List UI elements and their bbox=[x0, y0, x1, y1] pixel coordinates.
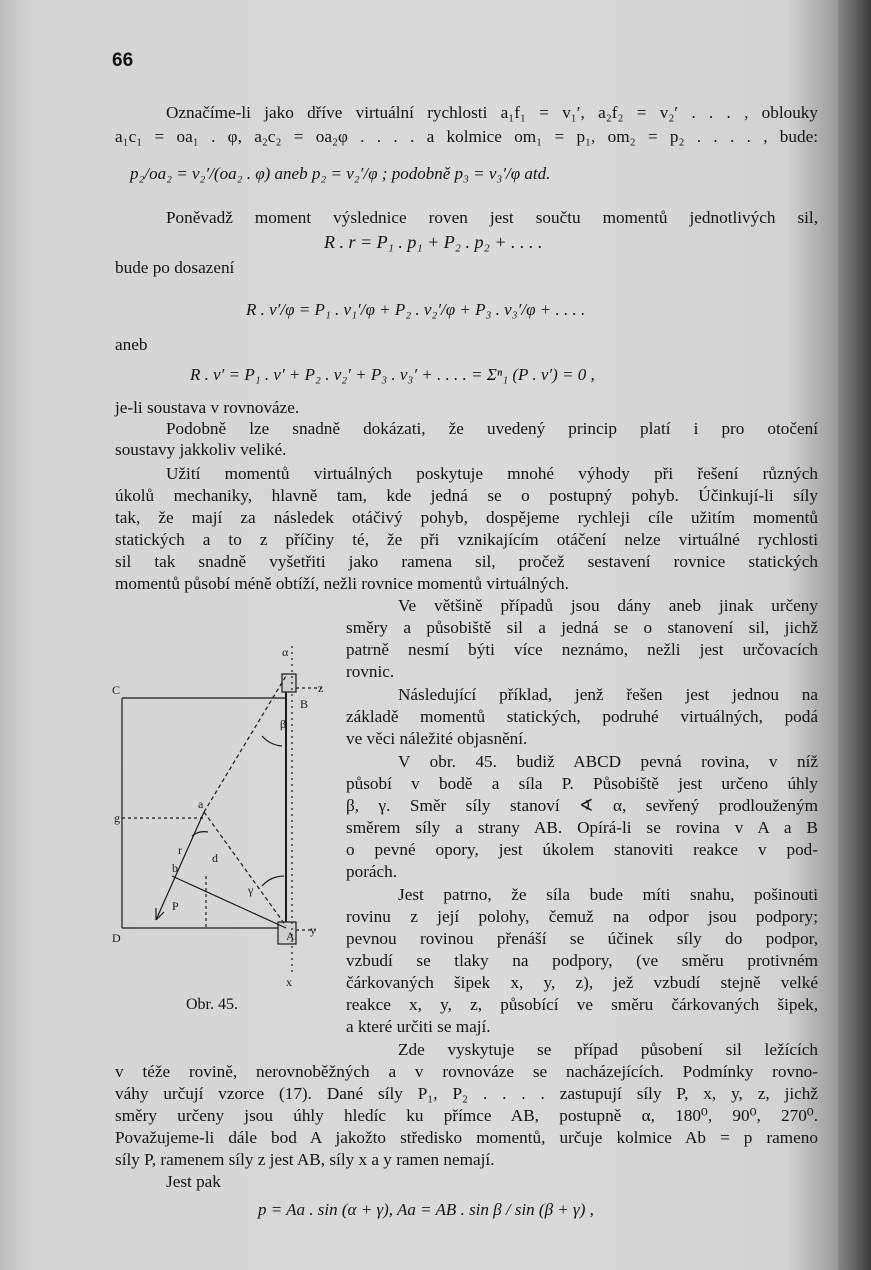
equation-5: p = Aa . sin (α + γ), Aa = AB . sin β / sin (β + γ) , bbox=[258, 1200, 594, 1219]
fig-label: γ bbox=[248, 883, 254, 897]
fig-label: A bbox=[286, 929, 295, 943]
fig-label: x bbox=[286, 975, 292, 989]
text-line: V obr. 45. budiž ABCD pevná rovina, v níž bbox=[398, 752, 818, 771]
text-line: rovinu z její polohy, čemuž na odpor jsou podpory; bbox=[346, 907, 818, 926]
text-line: Jest patrno, že síla bude míti snahu, pošinouti bbox=[398, 885, 818, 904]
fig-label: D bbox=[112, 931, 121, 945]
text-line: pevnou rovinou přenáší se účinek síly do podpor, bbox=[346, 929, 818, 948]
text-line: Jest pak bbox=[166, 1172, 221, 1191]
text-line: Podobně lze snadně dokázati, že uvedený princip platí i pro otočení bbox=[166, 419, 818, 438]
fig-label: a bbox=[198, 797, 204, 811]
equation-1: p₂/oa₂ = v₂′/(oa₂ . φ) aneb p₂ = v₂′/φ ; podobně p₃ = v₃′/φ atd. bbox=[130, 164, 551, 183]
text-line: je-li soustava v rovnováze. bbox=[115, 398, 300, 417]
text-line: směrem síly a strany AB. Opírá-li se rovina v A a B bbox=[346, 818, 818, 837]
equation-4: R . v′ = P₁ . v′ + P₂ . v₂′ + P₃ . v₃′ + . . . . = Σⁿ₁ (P . v′) = 0 , bbox=[190, 365, 595, 384]
fig-label: g bbox=[114, 811, 120, 825]
fig-label: b bbox=[172, 861, 178, 875]
text-line: o pevné opory, jest úkolem stanoviti reakce v pod- bbox=[346, 840, 818, 859]
text-line: reakce x, y, z, působící ve směru čárkovaných šipek, bbox=[346, 995, 818, 1014]
text-line: vzbudí se tlaky na podpory, (ve směru protivném bbox=[346, 951, 818, 970]
page-number: 66 bbox=[112, 50, 134, 71]
text-line: směry určeny jsou úhly hledíc ku přímce AB, postupně α, 180⁰, 90⁰, 270⁰. bbox=[115, 1106, 818, 1125]
text-line: v téže rovině, nerovnoběžných a v rovnováze se nacházejících. Podmínky rovno- bbox=[115, 1062, 818, 1081]
text-line: aneb bbox=[115, 335, 148, 354]
text-line: statických a to z příčiny té, že při vznikajícím otáčení nelze virtuálné rychlosti bbox=[115, 530, 818, 549]
fig-label: d bbox=[212, 851, 218, 865]
fig-label: z bbox=[318, 681, 324, 695]
text-line: a₁c₁ = oa₁ . φ, a₂c₂ = oa₂φ . . . . a kolmice om₁ = p₁, om₂ = p₂ . . . . , bude: bbox=[115, 127, 818, 146]
text-line: směry a působiště sil a jedná se o stanovení sil, jichž bbox=[346, 618, 818, 637]
equation-2: R . r = P₁ . p₁ + P₂ . p₂ + . . . . bbox=[324, 232, 543, 252]
fig-label: P bbox=[172, 899, 179, 913]
text-line: patrně nesmí býti více neznámo, nežli jest určovacích bbox=[346, 640, 818, 659]
text-line: sil tak snadně vyšetřiti jako ramena sil, pročež sestavení rovnice statických bbox=[115, 552, 818, 571]
text-line: síly P, ramenem síly z jest AB, síly x a y ramen nemají. bbox=[115, 1150, 495, 1169]
text-line: momentů působí méně obtíží, nežli rovnice momentů virtuálných. bbox=[115, 574, 569, 593]
text-line: a které určiti se mají. bbox=[346, 1017, 491, 1036]
text-line: Poněvadž moment výslednice roven jest součtu momentů jednotlivých sil, bbox=[166, 208, 818, 227]
equation-3: R . v′/φ = P₁ . v₁′/φ + P₂ . v₂′/φ + P₃ . v₃′/φ + . . . . bbox=[246, 300, 586, 319]
text-line: porách. bbox=[346, 862, 398, 881]
text-line: Užití momentů virtuálných poskytuje mnohé výhody při řešení různých bbox=[166, 464, 818, 483]
text-line: úkolů mechaniky, hlavně tam, kde jedná se o postupný pohyb. Účinkují-li síly bbox=[115, 486, 818, 505]
fig-label: β bbox=[280, 717, 287, 731]
text-line: β, γ. Směr síly stanoví ∢ α, sevřený prodlouženým bbox=[346, 796, 818, 815]
text-line: Zde vyskytuje se případ působení sil ležících bbox=[398, 1040, 818, 1059]
text-line: tak, že mají za následek otáčivý pohyb, dospějeme rychleji cíle užitím momentů bbox=[115, 508, 818, 527]
text-line: působí v bodě a síla P. Působiště jest určeno úhly bbox=[346, 774, 818, 793]
text-line: Následující příklad, jenž řešen jest jednou na bbox=[398, 685, 818, 704]
fig-label: y bbox=[310, 923, 316, 937]
text-line: Označíme-li jako dříve virtuální rychlosti a₁f₁ = v₁′, a₂f₂ = v₂′ . . . , oblouky bbox=[166, 103, 818, 122]
fig-label: α bbox=[282, 645, 289, 659]
text-line: váhy určují vzorce (17). Dané síly P₁, P₂ . . . . zastupují síly P, x, y, z, jichž bbox=[115, 1084, 818, 1103]
text-line: čárkovaných šipek x, y, z), jež vzbudí stejně velké bbox=[346, 973, 818, 992]
fig-label: C bbox=[112, 683, 121, 697]
text-line: bude po dosazení bbox=[115, 258, 235, 277]
fig-label: B bbox=[300, 697, 309, 711]
figure-45 bbox=[112, 636, 332, 1000]
figure-caption: Obr. 45. bbox=[186, 996, 238, 1013]
figure-45-diagram bbox=[112, 636, 332, 996]
text-line: Považujeme-li dále bod A jakožto středisko momentů, určuje kolmice Ab = p rameno bbox=[115, 1128, 818, 1147]
fig-label: r bbox=[178, 843, 182, 857]
page-edge-shadow bbox=[838, 0, 871, 1270]
text-line: Ve většině případů jsou dány aneb jinak určeny bbox=[398, 596, 818, 615]
text-line: základě momentů statických, podruhé virtuálných, podá bbox=[346, 707, 818, 726]
text-line: soustavy jakkoliv veliké. bbox=[115, 440, 287, 459]
text-line: rovnic. bbox=[346, 662, 395, 681]
text-line: ve věci náležité objasnění. bbox=[346, 729, 528, 748]
